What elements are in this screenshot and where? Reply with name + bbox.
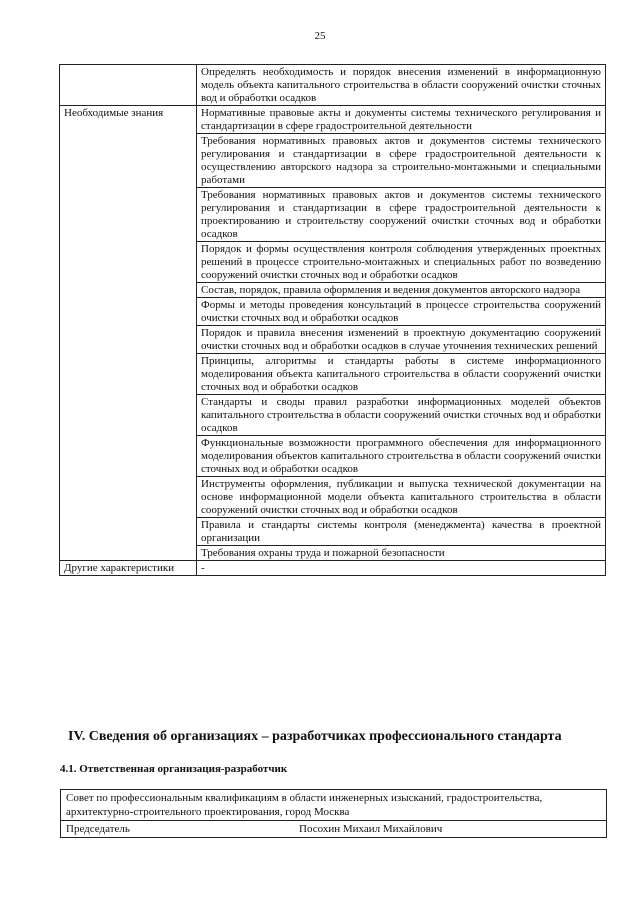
knowledge-item: Нормативные правовые акты и документы системы технического регулирования и стандартизации в сфере градостроительной деятельности [197,106,606,134]
knowledge-item: Функциональные возможности программного обеспечения для информационного моделирования объектов капитального строительства в области сооружений очистки сточных вод и обработки осадков [197,436,606,477]
empty-label-cell [60,65,197,106]
knowledge-item: Принципы, алгоритмы и стандарты работы в системе информационного моделирования объекта капитального строительства в области сооружений очистки сточных вод и обработки осадков [197,354,606,395]
chair-label: Председатель [66,823,130,835]
knowledge-item: Стандарты и своды правил разработки информационных моделей объектов капитального строительства в области сооружений очистки сточных вод и обработки осадков [197,395,606,436]
table-row [60,106,606,134]
organization-name: Совет по профессиональным квалификациям в области инженерных изысканий, градостроительства, архитектурно-строительного проектирования, город Москва [61,790,607,821]
table-row [60,65,606,106]
subsection-title: 4.1. Ответственная организация-разработчик [60,763,288,775]
knowledge-item: Порядок и формы осуществления контроля соблюдения утвержденных проектных решений в процессе строительно-монтажных и специальных работ по возведению сооружений очистки сточных вод и обработки осадков [197,242,606,283]
organization-table [60,789,607,838]
knowledge-item: Состав, порядок, правила оформления и ведения документов авторского надзора [197,283,606,298]
table-row [61,790,607,821]
other-characteristics-label: Другие характеристики [60,561,197,576]
table-row [61,821,607,838]
section-title: IV. Сведения об организациях – разработчиках профессионального стандарта [68,729,562,744]
continuation-text: Определять необходимость и порядок внесения изменений в информационную модель объекта капитального строительства в области сооружений очистки сточных вод и обработки осадков [197,65,606,106]
knowledge-item: Инструменты оформления, публикации и выпуска технической документации на основе информационной модели объекта капитального строительства в области сооружений очистки сточных вод и обработки осадков [197,477,606,518]
knowledge-item: Требования охраны труда и пожарной безопасности [197,546,606,561]
knowledge-item: Правила и стандарты системы контроля (менеджмента) качества в проектной организации [197,518,606,546]
page-number: 25 [314,30,326,42]
knowledge-label: Необходимые знания [60,106,197,561]
knowledge-item: Формы и методы проведения консультаций в процессе строительства сооружений очистки сточных вод и обработки осадков [197,298,606,326]
chair-name: Посохин Михаил Михайлович [299,823,443,835]
knowledge-item: Требования нормативных правовых актов и документов системы технического регулирования и стандартизации в сфере градостроительной деятельности к проектированию и строительству сооружений очистки сточных вод и обработки осадков [197,188,606,242]
knowledge-table [59,64,606,576]
knowledge-item: Требования нормативных правовых актов и документов системы технического регулирования и стандартизации в сфере градостроительной деятельности к осуществлению авторского надзора за строительно-монтажными и специальными работами [197,134,606,188]
chair-cell [61,821,607,838]
knowledge-item: Порядок и правила внесения изменений в проектную документацию сооружений очистки сточных вод и обработки осадков в случае уточнения технических решений [197,326,606,354]
table-row [60,561,606,576]
other-characteristics-value: - [197,561,606,576]
